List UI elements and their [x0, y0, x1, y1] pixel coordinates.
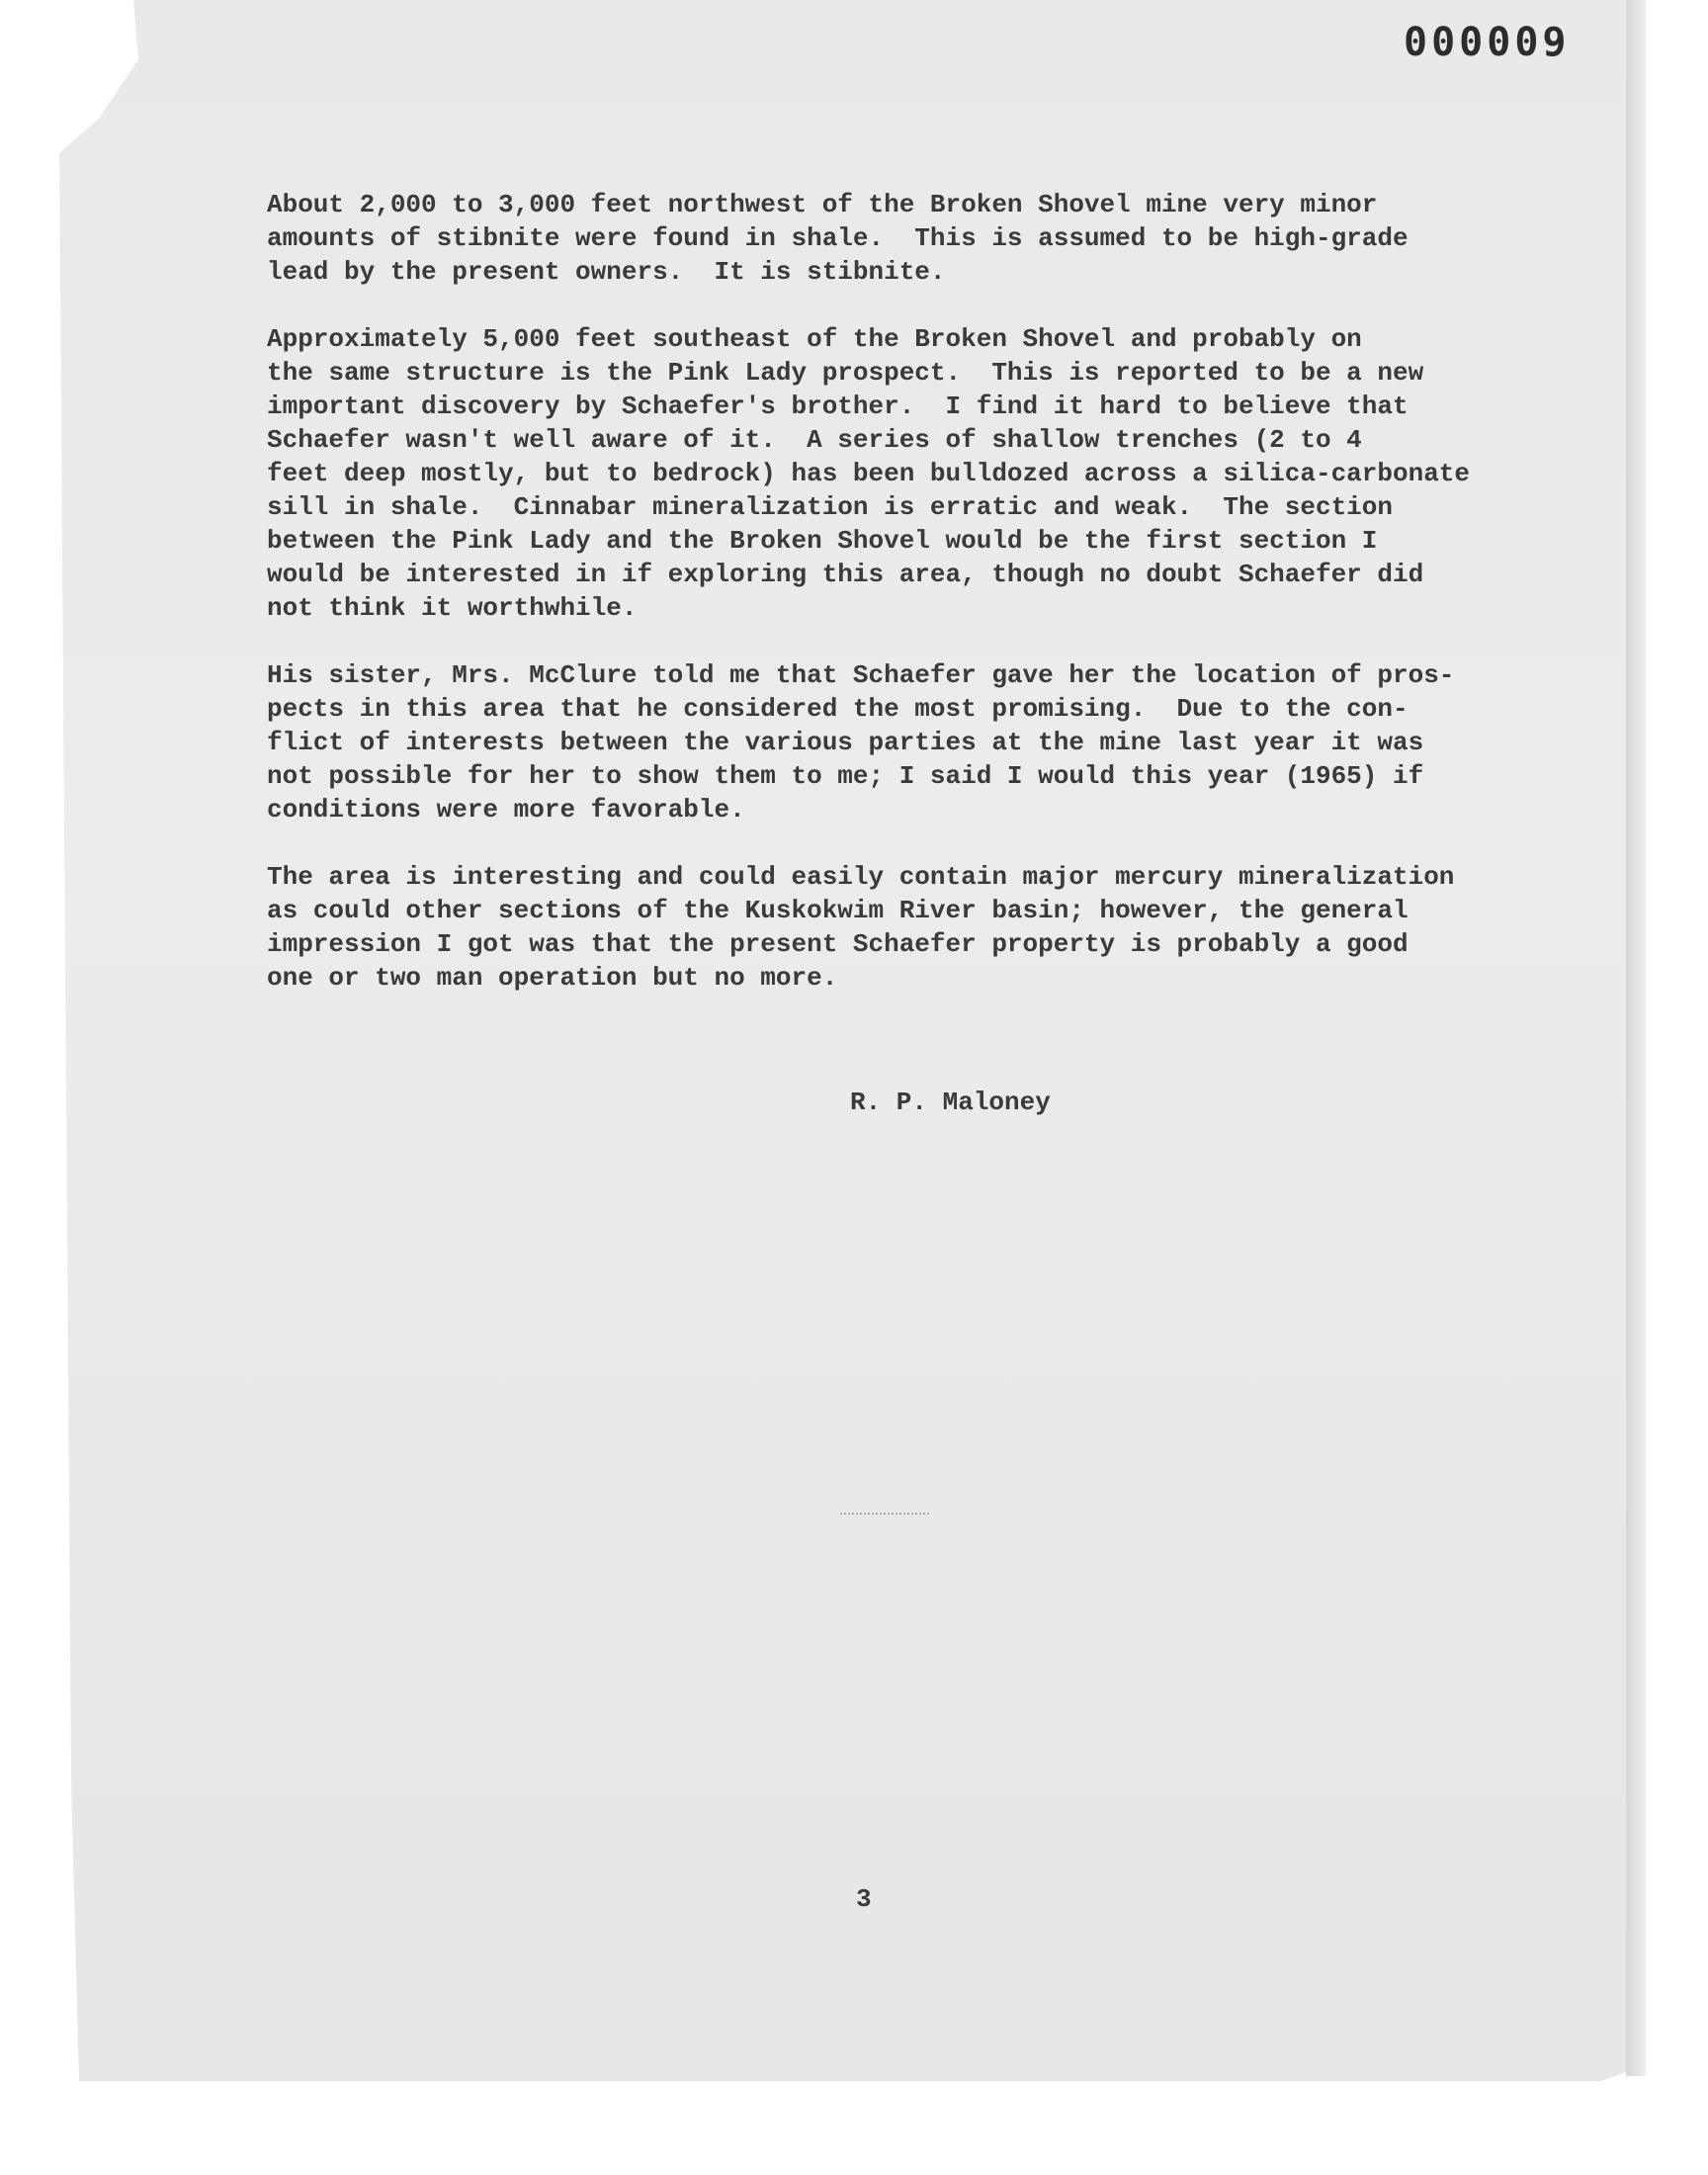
paragraph-1: About 2,000 to 3,000 feet northwest of the Broken Shovel mine very minor amounts of stibnite were found in shale. This is assumed to be high-grade lead by the present owners. It is stibnite.	[267, 190, 1409, 287]
signature-name: R. P. Maloney	[850, 1088, 1051, 1117]
document-body	[267, 188, 1562, 1028]
sheet-edge-shadow	[1626, 0, 1646, 2076]
paragraph-4: The area is interesting and could easily contain major mercury mineralization as could other sections of the Kuskokwim River basin; however, the general impression I got was that the present Schaefer property is probably a good one or two man operation but no more.	[267, 862, 1455, 993]
paragraph-3: His sister, Mrs. McClure told me that Schaefer gave her the location of pros- pects in this area that he considered the most promising. Due to the con- flict of interests between the various parties at the mine last year it was not possible for her to show them to me; I said I would this year (1965) if conditions were more favorable.	[267, 660, 1455, 825]
page-number: 3	[856, 1884, 872, 1914]
scan-smudge	[840, 1513, 929, 1522]
document-number: 000009	[1404, 20, 1571, 65]
paragraph-2: Approximately 5,000 feet southeast of the Broken Shovel and probably on the same structure is the Pink Lady prospect. This is reported to be a new important discovery by Schaefer's brother. I find it hard to believe that Schaefer wasn't well aware of it. A series of shallow trenches (2 to 4 feet deep mostly, but to bedrock) has been bulldozed across a silica-carbonate sill in shale. Cinnabar mineralization is erratic and weak. The section between the Pink Lady and the Broken Shovel would be the first section I would be interested in if exploring this area, though no doubt Schaefer did not think it worthwhile.	[267, 324, 1470, 623]
